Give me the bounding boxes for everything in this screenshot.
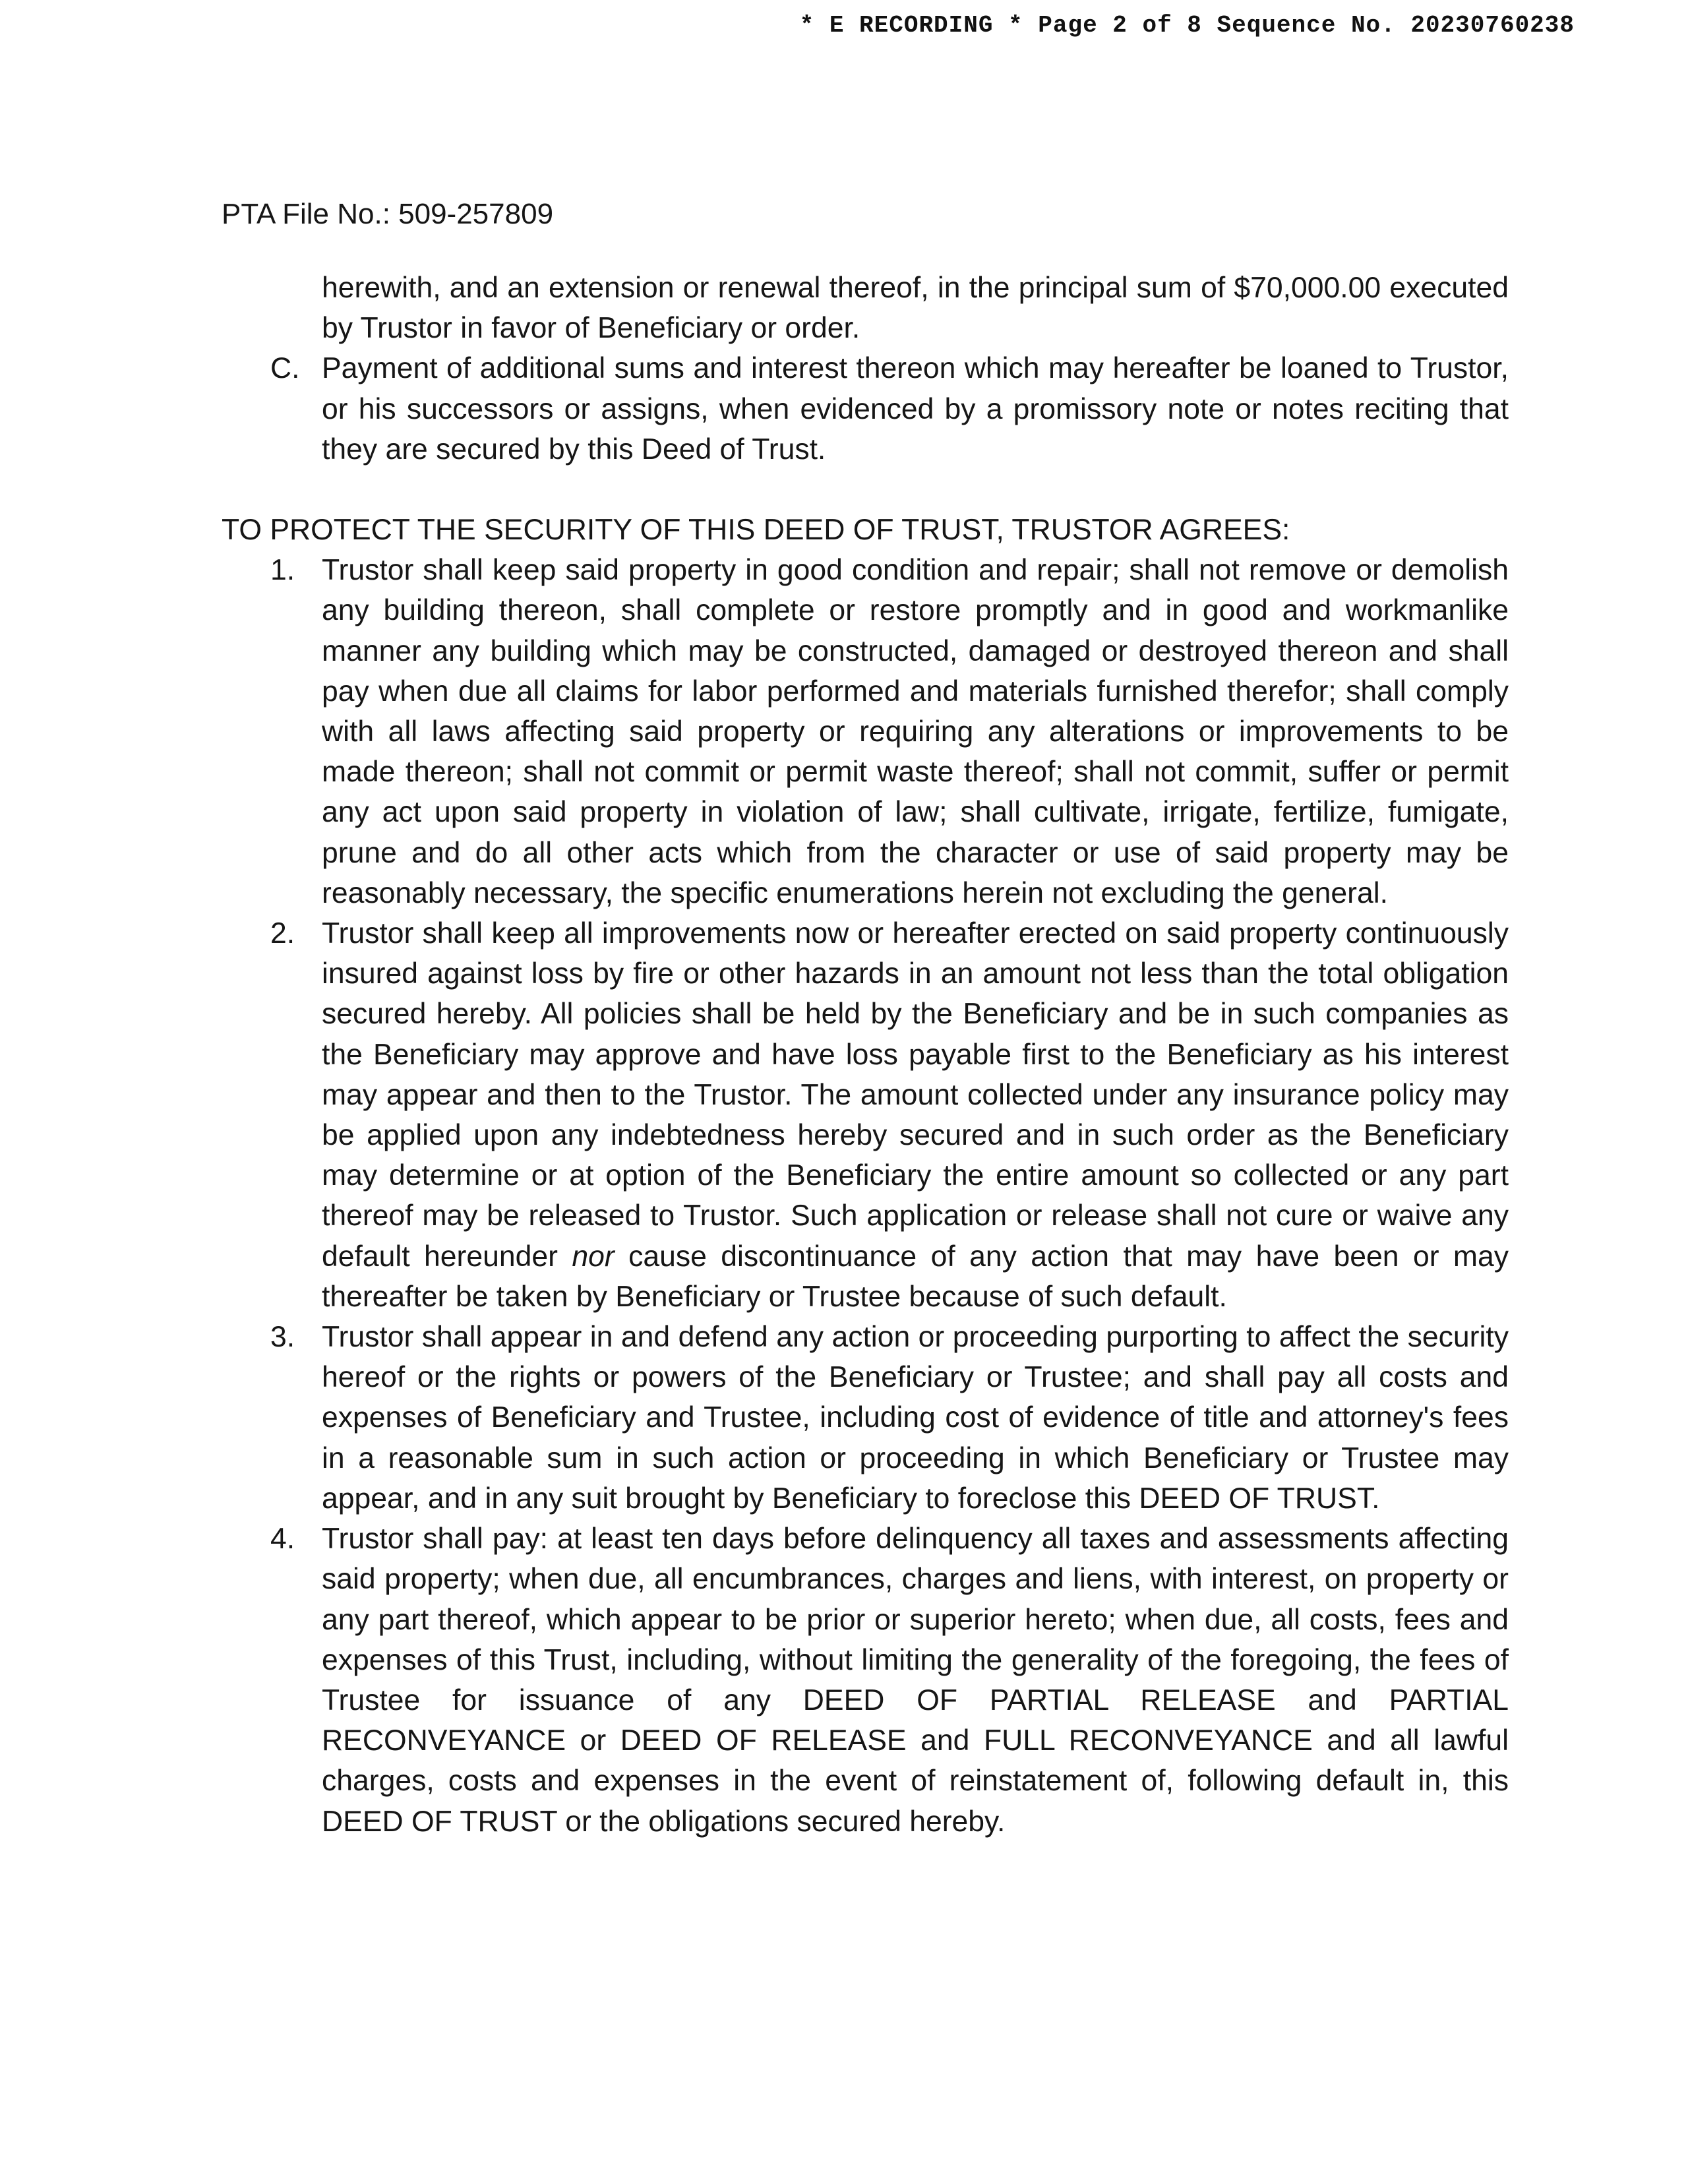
list-item-text: Trustor shall pay: at least ten days before delinquency all taxes and assessments affecting said property; when due, all encumbrances, charges and liens, with interest, on property or any part thereof, which appear to be prior or superior hereto; when due, all costs, fees and expenses of this Trust, including, without limiting the generality of the foregoing, the fees of Trustee for issuance of any DEED OF PARTIAL RELEASE and PARTIAL RECONVEYANCE or DEED OF RELEASE and FULL RECONVEYANCE and all lawful charges, costs and expenses in the event of reinstatement of, following default in, this DEED OF TRUST or the obligations secured hereby. [322,1523,1509,1838]
list-item-c [222,348,1509,470]
list-item-text: Payment of additional sums and interest thereon which may hereafter be loaned to Trustor, or his successors or assigns, when evidenced by a promissory note or notes reciting that they are secured by this Deed of Trust. [322,352,1509,466]
list-item-2 [222,913,1509,1317]
list-item-3 [222,1317,1509,1519]
continuation-paragraph: herewith, and an extension or renewal thereof, in the principal sum of $70,000.00 executed by Trustor in favor of Beneficiary or order. [322,272,1509,345]
list-marker: 1. [270,554,295,587]
section-heading: TO PROTECT THE SECURITY OF THIS DEED OF TRUST, TRUSTOR AGREES: [222,514,1290,547]
list-marker: 2. [270,917,295,950]
list-item-text: Trustor shall appear in and defend any action or proceeding purporting to affect the security hereof or the rights or powers of the Beneficiary or Trustee; and shall pay all costs and expenses of Beneficiary and Trustee, including cost of evidence of title and attorney's fees in a reasonable sum in such action or proceeding in which Beneficiary or Trustee may appear, and in any suit brought by Beneficiary to foreclose this DEED OF TRUST. [322,1321,1509,1515]
list-item-1 [222,550,1509,913]
list-marker: 3. [270,1321,295,1354]
list-item-text: Trustor shall keep said property in good condition and repair; shall not remove or demolish any building thereon, shall complete or restore promptly and in good and workmanlike manner any building which may be constructed, damaged or destroyed thereon and shall pay when due all claims for labor performed and materials furnished therefor; shall comply with all laws affecting said property or requiring any alterations or improvements to be made thereon; shall not commit or permit waste thereof; shall not commit, suffer or permit any act upon said property in violation of law; shall cultivate, irrigate, fertilize, fumigate, prune and do all other acts which from the character or use of said property may be reasonably necessary, the specific enumerations herein not excluding the general. [322,554,1509,909]
italic-word: nor [572,1240,615,1273]
list-item-text-part-1: Trustor shall keep all improvements now or hereafter erected on said property continuously insured against loss by fire or other hazards in an amount not less than the total obligation secured hereby. All policies shall be held by the Beneficiary and be in such companies as the Beneficiary may approve and have loss payable first to the Beneficiary as his interest may appear and then to the Trustor. The amount collected under any insurance policy may be applied upon any indebtedness hereby secured and in such order as the Beneficiary may determine or at option of the Beneficiary the entire amount so collected or any part thereof may be released to Trustor. Such application or release shall not cure or waive any default hereunder [322,917,1509,1273]
list-item-text-part-2: cause discontinuance of any action that may have been or may thereafter be taken by Beneficiary or Trustee because of such default. [322,1240,1509,1313]
file-number: PTA File No.: 509-257809 [222,198,554,230]
list-item-4 [222,1519,1509,1842]
list-marker: C. [270,352,300,385]
recording-header: * E RECORDING * Page 2 of 8 Sequence No. 20230760238 [799,12,1575,39]
list-marker: 4. [270,1523,295,1556]
document-body [222,268,1509,1842]
